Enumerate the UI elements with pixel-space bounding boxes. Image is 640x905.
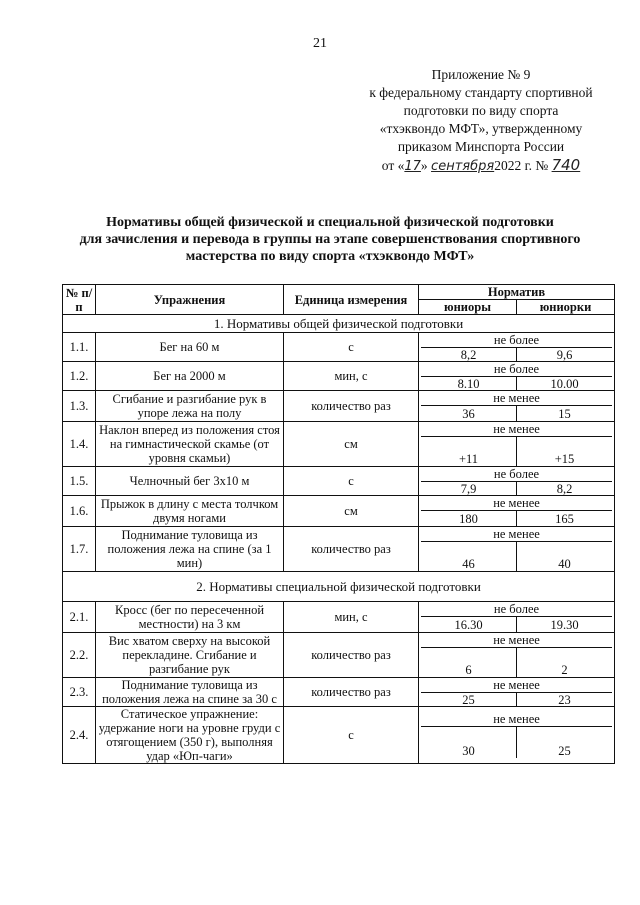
norm-condition: не более	[421, 602, 612, 617]
value-juniors-f: +15	[554, 452, 575, 466]
appendix-line: приказом Минспорта России	[397, 139, 565, 154]
row-number: 1.5.	[63, 467, 96, 496]
value-juniors-f: 9,6	[556, 348, 573, 362]
unit-of-measure: см	[284, 496, 419, 527]
table-row	[63, 633, 615, 678]
unit-of-measure: мин, с	[284, 602, 419, 633]
page-number: 21	[313, 36, 327, 51]
appendix-line: подготовки по виду спорта	[403, 103, 559, 118]
exercise-name: Кросс (бег по пересеченной местности) на 3 км	[96, 602, 284, 633]
value-juniors-f: 15	[558, 407, 571, 421]
table-row	[63, 467, 615, 496]
value-juniors-f: 25	[558, 744, 571, 758]
row-number: 2.3.	[63, 678, 96, 707]
unit-of-measure: количество раз	[284, 391, 419, 422]
row-number: 2.4.	[63, 707, 96, 764]
date-prefix: от «	[381, 158, 405, 173]
value-juniors-m: 7,9	[421, 482, 517, 496]
row-number: 1.4.	[63, 422, 96, 467]
norm-condition: не менее	[421, 633, 612, 648]
unit-of-measure: количество раз	[284, 633, 419, 678]
value-juniors-m: 30	[421, 727, 517, 758]
table-row	[63, 422, 615, 467]
row-number: 1.1.	[63, 333, 96, 362]
exercise-name: Челночный бег 3х10 м	[96, 467, 284, 496]
norm-condition: не более	[421, 362, 612, 377]
exercise-name: Бег на 60 м	[96, 333, 284, 362]
exercise-name: Наклон вперед из положения стоя на гимнастической скамье (от уровня скамьи)	[96, 422, 284, 467]
norm-condition: не менее	[421, 678, 612, 693]
exercise-name: Прыжок в длину с места толчком двумя ногами	[96, 496, 284, 527]
exercise-name: Статическое упражнение: удержание ноги на уровне груди с отягощением (350 г), выполняя удар «Юп-чаги»	[96, 707, 284, 764]
value-juniors-f: 2	[561, 663, 568, 677]
handwritten-order-number: 740	[551, 156, 581, 174]
value-juniors-f: 165	[555, 512, 574, 526]
unit-of-measure: с	[284, 467, 419, 496]
value-juniors-m: 25	[421, 693, 517, 707]
section-header: 2. Нормативы специальной физической подготовки	[63, 572, 615, 602]
norm-condition: не более	[421, 467, 612, 482]
appendix-block	[355, 66, 607, 176]
exercise-name: Бег на 2000 м	[96, 362, 284, 391]
header-juniors-m: юниоры	[419, 300, 517, 315]
norm-condition: не менее	[421, 391, 612, 406]
header-juniors-f: юниорки	[517, 300, 615, 315]
handwritten-month: сентября	[431, 159, 495, 174]
value-juniors-f: 23	[558, 693, 571, 707]
appendix-line: «тхэквондо МФТ», утвержденному	[379, 121, 583, 136]
header-norm: Норматив	[419, 285, 615, 300]
row-number: 1.2.	[63, 362, 96, 391]
norm-cell	[419, 362, 615, 391]
value-juniors-m: 8.10	[421, 377, 517, 391]
exercise-name: Поднимание туловища из положения лежа на спине за 30 с	[96, 678, 284, 707]
table-row	[63, 391, 615, 422]
norm-cell	[419, 467, 615, 496]
title-line: Нормативы общей физической и специальной физической подготовки	[106, 215, 554, 230]
unit-of-measure: с	[284, 333, 419, 362]
norm-condition: не менее	[421, 712, 612, 727]
norm-cell	[419, 678, 615, 707]
value-juniors-m: 46	[421, 542, 517, 571]
table-row	[63, 678, 615, 707]
section-header: 1. Нормативы общей физической подготовки	[63, 315, 615, 333]
norm-cell	[419, 707, 615, 764]
appendix-line: к федеральному стандарту спортивной	[369, 85, 593, 100]
unit-of-measure: мин, с	[284, 362, 419, 391]
row-number: 1.6.	[63, 496, 96, 527]
value-juniors-f: 10.00	[550, 377, 579, 391]
norm-cell	[419, 333, 615, 362]
value-juniors-f: 40	[558, 557, 571, 571]
exercise-name: Вис хватом сверху на высокой перекладине. Сгибание и разгибание рук	[96, 633, 284, 678]
handwritten-day: 17	[404, 159, 421, 174]
row-number: 2.1.	[63, 602, 96, 633]
norm-condition: не менее	[421, 422, 612, 437]
row-number: 1.7.	[63, 527, 96, 572]
table-row	[63, 527, 615, 572]
row-number: 1.3.	[63, 391, 96, 422]
order-date-line	[355, 156, 607, 176]
document-title	[40, 214, 620, 265]
value-juniors-m: 36	[421, 406, 517, 421]
value-juniors-m: 16.30	[421, 617, 517, 632]
table-row	[63, 707, 615, 764]
value-juniors-m: +11	[421, 437, 517, 466]
appendix-line: Приложение № 9	[431, 67, 531, 82]
table-row	[63, 602, 615, 633]
table-row	[63, 362, 615, 391]
norms-table	[62, 284, 615, 764]
norm-cell	[419, 602, 615, 633]
norm-cell	[419, 391, 615, 422]
unit-of-measure: количество раз	[284, 678, 419, 707]
table-row	[63, 496, 615, 527]
norm-cell	[419, 496, 615, 527]
value-juniors-m: 6	[421, 648, 517, 677]
date-year: 2022 г. №	[494, 158, 549, 173]
norm-condition: не более	[421, 333, 612, 348]
norm-cell	[419, 633, 615, 678]
value-juniors-f: 19.30	[550, 618, 579, 632]
norm-condition: не менее	[421, 527, 612, 542]
row-number: 2.2.	[63, 633, 96, 678]
header-exercise: Упражнения	[96, 285, 284, 315]
norm-condition: не менее	[421, 496, 612, 511]
unit-of-measure: с	[284, 707, 419, 764]
norm-cell	[419, 422, 615, 467]
header-num: № п/п	[63, 285, 96, 315]
title-line: для зачисления и перевода в группы на этапе совершенствования спортивного	[79, 232, 581, 247]
exercise-name: Поднимание туловища из положения лежа на спине (за 1 мин)	[96, 527, 284, 572]
value-juniors-m: 180	[421, 511, 517, 526]
unit-of-measure: количество раз	[284, 527, 419, 572]
value-juniors-m: 8,2	[421, 348, 517, 362]
table-row	[63, 333, 615, 362]
norm-cell	[419, 527, 615, 572]
header-unit: Единица измерения	[284, 285, 419, 315]
date-mid: »	[420, 158, 428, 173]
value-juniors-f: 8,2	[556, 482, 573, 496]
exercise-name: Сгибание и разгибание рук в упоре лежа на полу	[96, 391, 284, 422]
unit-of-measure: см	[284, 422, 419, 467]
title-line: мастерства по виду спорта «тхэквондо МФТ»	[185, 249, 475, 264]
